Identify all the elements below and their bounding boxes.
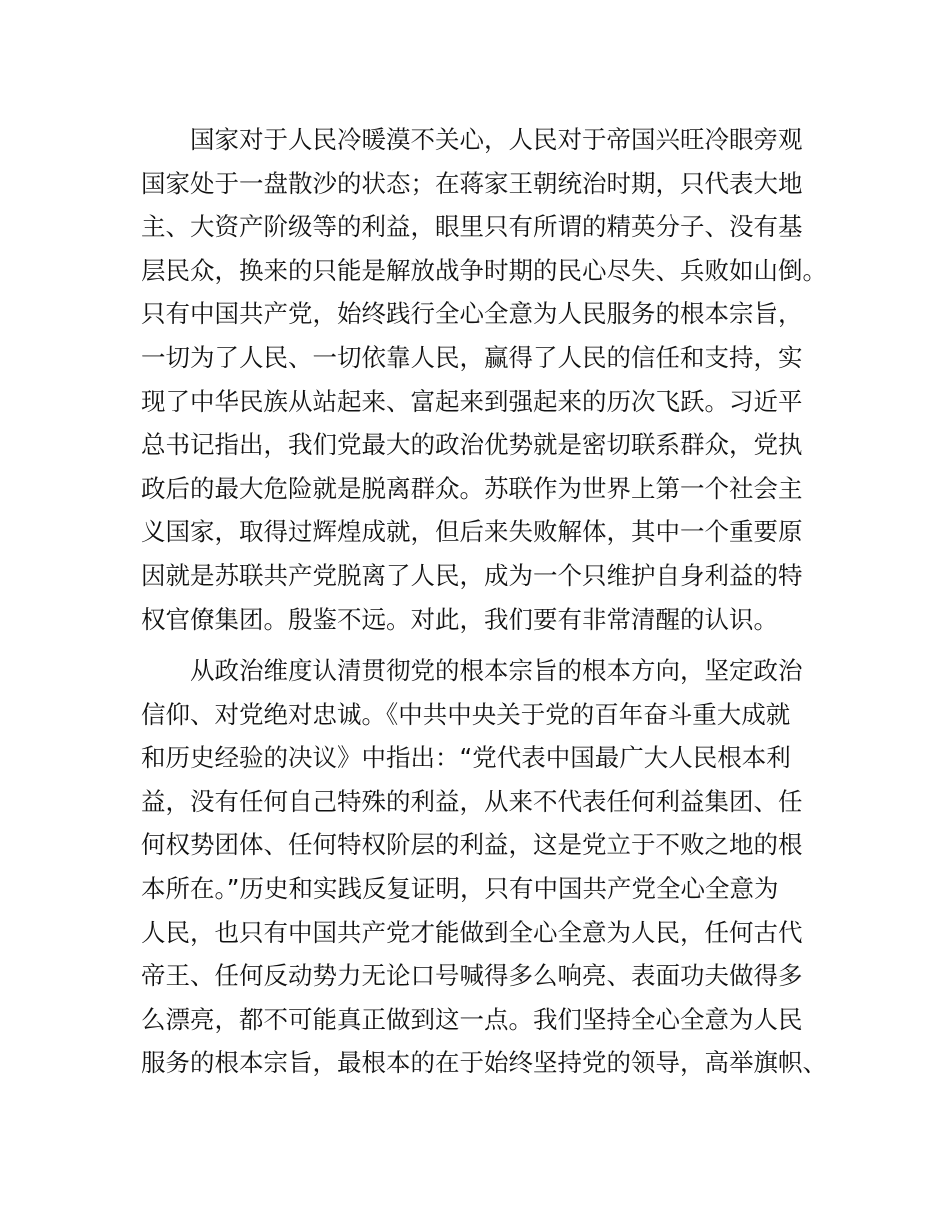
paragraph-line: 一切为了人民、一切依靠人民，赢得了人民的信任和支持，实 (141, 342, 803, 372)
paragraph-line: 人民，也只有中国共产党才能做到全心全意为人民，任何古代 (141, 917, 803, 947)
paragraph-line: 总书记指出，我们党最大的政治优势就是密切联系群众，党执 (141, 430, 803, 460)
paragraph-line: 权官僚集团。殷鉴不远。对此，我们要有非常清醒的认识。 (141, 604, 778, 634)
paragraph-line: 层民众，换来的只能是解放战争时期的民心尽失、兵败如山倒。 (141, 255, 827, 285)
paragraph-line: 从政治维度认清贯彻党的根本宗旨的根本方向，坚定政治 (190, 656, 803, 685)
paragraph-line: 因就是苏联共产党脱离了人民，成为一个只维护自身利益的特 (141, 560, 803, 590)
paragraph-line: 只有中国共产党，始终践行全心全意为人民服务的根本宗旨， (141, 299, 803, 329)
paragraph-line: 国家处于一盘散沙的状态；在蒋家王朝统治时期，只代表大地 (141, 168, 803, 198)
paragraph-line: 么漂亮，都不可能真正做到这一点。我们坚持全心全意为人民 (141, 1004, 803, 1034)
paragraph-line: 政后的最大危险就是脱离群众。苏联作为世界上第一个社会主 (141, 473, 803, 503)
paragraph-line: 本所在。”历史和实践反复证明，只有中国共产党全心全意为 (141, 873, 779, 903)
paragraph-line: 何权势团体、任何特权阶层的利益，这是党立于不败之地的根 (141, 830, 803, 860)
paragraph-line: 服务的根本宗旨，最根本的在于始终坚持党的领导，高举旗帜、 (141, 1048, 827, 1078)
paragraph-line: 主、大资产阶级等的利益，眼里只有所谓的精英分子、没有基 (141, 212, 803, 242)
paragraph-line: 帝王、任何反动势力无论口号喊得多么响亮、表面功夫做得多 (141, 961, 803, 991)
paragraph-2 (141, 649, 827, 1085)
paragraph-line: 益，没有任何自己特殊的利益，从来不代表任何利益集团、任 (141, 786, 803, 816)
paragraph-line: 和历史经验的决议》中指出：“党代表中国最广大人民根本利 (141, 743, 791, 773)
paragraph-line: 义国家，取得过辉煌成就，但后来失败解体，其中一个重要原 (141, 517, 803, 547)
paragraph-1 (141, 118, 827, 641)
paragraph-line: 信仰、对党绝对忠诚。《中共中央关于党的百年奋斗重大成就 (141, 699, 791, 729)
paragraph-line: 国家对于人民冷暖漠不关心，人民对于帝国兴旺冷眼旁观 (190, 125, 803, 154)
paragraph-line: 现了中华民族从站起来、富起来到强起来的历次飞跃。习近平 (141, 386, 803, 416)
